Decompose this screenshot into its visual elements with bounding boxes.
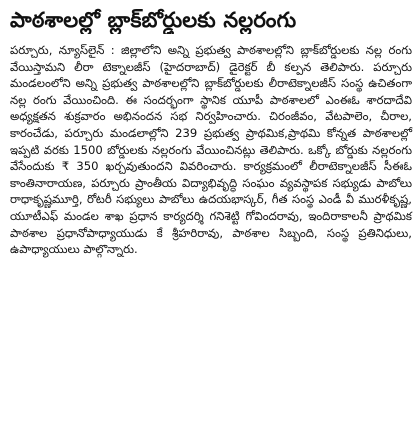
article-body — [10, 42, 412, 258]
article-body-text: జిల్లాలోని అన్ని ప్రభుత్వ పాఠశాలల్లోని బ్లాక్‌బోర్డులకు నల్ల రంగు వేయిస్తామని లీరా టెక్నాలజీస్ (హైదరాబాద్) డైరెక్టర్ బీ కల్పన తెలిపారు. పర్చూరు మండలంలోని అన్ని ప్రభుత్వ పాఠశాలల్లోని బ్లాక్‌బోర్డులకు లీరాటెక్నాలజీస్ సంస్థ ఉచితంగా నల్ల రంగు వేయించింది. ఈ సందర్భంగా స్థానిక యూపీ పాఠశాలలో ఎంఈఓ శారదాదేవి అధ్యక్షతన శుక్రవారం అభినందన సభ నిర్వహించారు. చిరంజీవం, వేటపాలెం, చీరాల, కారంచేడు, పర్చూరు మండలాల్లోని 239 ప్రభుత్వ ప్రాథమిక,ప్రాథమి కోన్నత పాఠశాలల్లో ఇప్పటి వరకు 1500 బోర్డులకు నల్లరంగు వేయించినట్లు తెలిపారు. ఒక్కో బోర్డుకు నల్లరంగు వేసేందుకు ₹ 350 ఖర్చవుతుందని వివరించారు. కార్యక్రమంలో లీరాటెక్నాలజీస్ సీఈఓ కాంతినారాయణ, పర్చూరు ప్రాంతీయ విద్యాభివృద్ధి సంఘం వ్యవస్థాపక సభ్యుడు పాబోలు రాధాకృష్ణమూర్తి, రోటరీ సభ్యులు పాబోలు ఉదయభాస్కర్, గీత సంస్థ ఎండీ వీ మురళీకృష్ణ, యూటీఎఫ్ మండల శాఖ ప్రధాన కార్యదర్శి గనిశెట్టి గోవిందరావు, ఇందిరాకాలనీ ప్రాథమిక పాఠశాల ప్రధానోపాధ్యాయుడు కే శ్రీహరిరావు, పాఠశాల సిబ్బంది, సంస్థ ప్రతినిధులు, ఉపాధ్యాయులు పాల్గొన్నారు. — [10, 43, 413, 257]
article-headline: పాఠశాలల్లో బ్లాక్‌బోర్డులకు నల్లరంగు — [10, 8, 297, 32]
article-dateline: పర్చూరు, న్యూస్‌లైన్ : — [10, 43, 115, 57]
